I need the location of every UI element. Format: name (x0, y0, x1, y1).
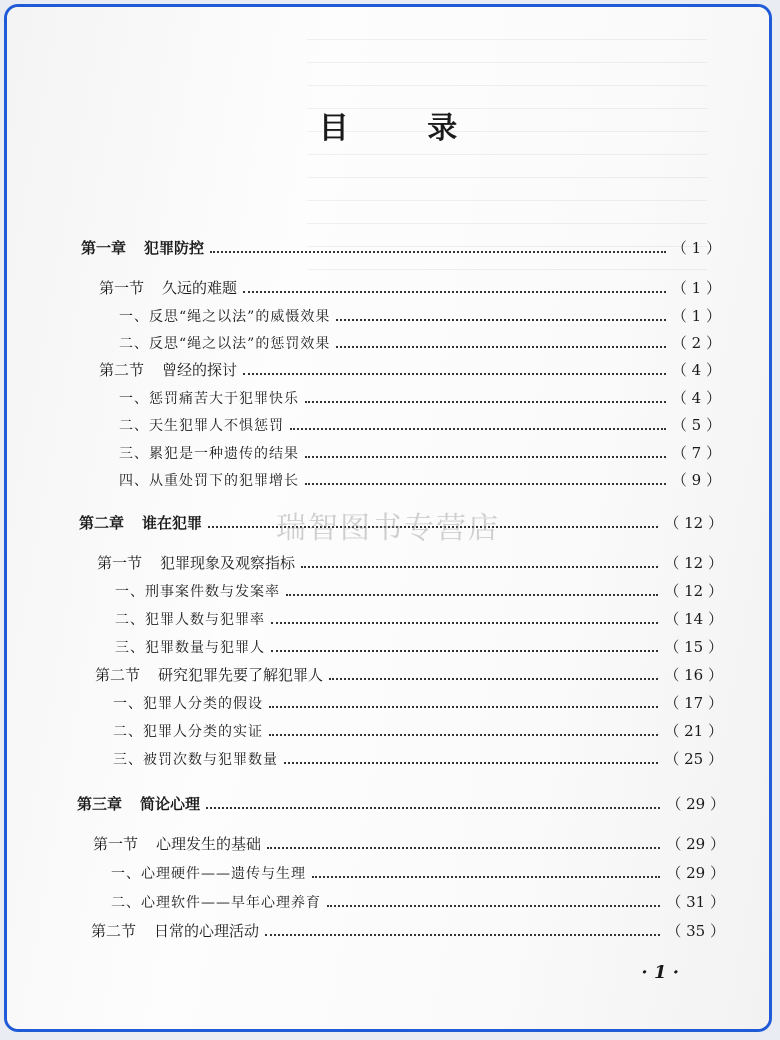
section-number: 第二节 (91, 922, 137, 940)
section-number: 第一节 (99, 279, 145, 297)
leader-dots (336, 319, 666, 321)
toc-section-3-2[interactable] (91, 920, 725, 942)
page-ref: （ 29 ） (666, 795, 725, 813)
photo-frame (4, 4, 772, 1032)
leader-dots (290, 428, 666, 430)
item-label: 四、从重处罚下的犯罪增长 (119, 473, 299, 489)
section-title: 心理发生的基础 (156, 835, 262, 853)
page-ref: （ 7 ） (671, 444, 721, 462)
page-ref: （ 21 ） (664, 722, 723, 740)
toc-item[interactable] (111, 891, 725, 913)
item-label: 一、惩罚痛苦大于犯罪快乐 (119, 391, 299, 407)
page-ref: （ 12 ） (664, 582, 723, 600)
section-number: 第二节 (95, 666, 141, 684)
toc-chapter-1[interactable] (81, 237, 721, 259)
page-ref: （ 15 ） (664, 638, 723, 656)
leader-dots (269, 734, 658, 736)
item-label: 三、被罚次数与犯罪数量 (113, 752, 278, 768)
page-ref: （ 1 ） (671, 239, 721, 257)
leader-dots (327, 905, 660, 907)
toc-item[interactable] (115, 608, 723, 630)
leader-dots (284, 762, 658, 764)
page-ref: （ 9 ） (671, 471, 721, 489)
chapter-title: 简论心理 (140, 795, 201, 813)
leader-dots (305, 456, 666, 458)
toc-item[interactable] (119, 469, 721, 491)
toc-section-1-1[interactable] (99, 277, 721, 299)
toc-item[interactable] (119, 442, 721, 464)
toc-item[interactable] (115, 636, 723, 658)
page-ref: （ 5 ） (671, 416, 721, 434)
chapter-number: 第二章 (79, 514, 125, 532)
section-number: 第一节 (93, 835, 139, 853)
page-ref: （ 1 ） (671, 279, 721, 297)
page-ref: （ 16 ） (664, 666, 723, 684)
toc-chapter-2[interactable] (79, 512, 723, 534)
leader-dots (329, 678, 658, 680)
leader-dots (286, 594, 658, 596)
page-ref: （ 14 ） (664, 610, 723, 628)
page-ref: （ 29 ） (666, 835, 725, 853)
toc-item[interactable] (119, 387, 721, 409)
toc-item[interactable] (115, 580, 723, 602)
page-ref: （ 12 ） (664, 514, 723, 532)
page-number: · 1 · (641, 962, 679, 983)
leader-dots (271, 650, 658, 652)
leader-dots (265, 934, 660, 936)
leader-dots (206, 807, 660, 809)
page-title: 目 录 (318, 111, 492, 146)
leader-dots (243, 373, 666, 375)
leader-dots (267, 847, 660, 849)
book-page (7, 7, 769, 1029)
section-title: 日常的心理活动 (154, 922, 260, 940)
item-label: 二、心理软件——早年心理养育 (111, 895, 321, 911)
leader-dots (312, 876, 660, 878)
leader-dots (305, 483, 666, 485)
page-ref: （ 4 ） (671, 389, 721, 407)
section-title: 久远的难题 (162, 279, 238, 297)
chapter-number: 第一章 (81, 239, 127, 257)
toc-item[interactable] (113, 692, 723, 714)
toc-item[interactable] (119, 414, 721, 436)
toc-item[interactable] (113, 748, 723, 770)
chapter-title: 谁在犯罪 (142, 514, 203, 532)
page-ref: （ 31 ） (666, 893, 725, 911)
section-title: 曾经的探讨 (162, 361, 238, 379)
toc-section-3-1[interactable] (93, 833, 725, 855)
page-ref: （ 35 ） (666, 922, 725, 940)
item-label: 一、反思“绳之以法”的威慑效果 (119, 309, 331, 325)
toc-item[interactable] (119, 305, 721, 327)
item-label: 三、犯罪数量与犯罪人 (115, 640, 265, 656)
section-number: 第二节 (99, 361, 145, 379)
store-watermark: 瑞智图书专营店 (276, 511, 500, 546)
leader-dots (305, 401, 666, 403)
toc-item[interactable] (119, 332, 721, 354)
toc-section-2-2[interactable] (95, 664, 723, 686)
page-ref: （ 29 ） (666, 864, 725, 882)
item-label: 二、犯罪人数与犯罪率 (115, 612, 265, 628)
page-ref: （ 25 ） (664, 750, 723, 768)
section-title: 研究犯罪先要了解犯罪人 (158, 666, 324, 684)
page-ref: （ 12 ） (664, 554, 723, 572)
leader-dots (243, 291, 666, 293)
leader-dots (271, 622, 658, 624)
page-ref: （ 17 ） (664, 694, 723, 712)
leader-dots (208, 526, 658, 528)
page-ref: （ 1 ） (671, 307, 721, 325)
toc-item[interactable] (111, 862, 725, 884)
item-label: 二、犯罪人分类的实证 (113, 724, 263, 740)
item-label: 二、天生犯罪人不惧惩罚 (119, 418, 284, 434)
item-label: 一、刑事案件数与发案率 (115, 584, 280, 600)
leader-dots (301, 566, 658, 568)
item-label: 二、反思“绳之以法”的惩罚效果 (119, 336, 331, 352)
section-title: 犯罪现象及观察指标 (160, 554, 296, 572)
leader-dots (269, 706, 658, 708)
item-label: 一、心理硬件——遗传与生理 (111, 866, 306, 882)
page-ref: （ 4 ） (671, 361, 721, 379)
leader-dots (210, 251, 666, 253)
toc-item[interactable] (113, 720, 723, 742)
item-label: 三、累犯是一种遗传的结果 (119, 446, 299, 462)
item-label: 一、犯罪人分类的假设 (113, 696, 263, 712)
page-ref: （ 2 ） (671, 334, 721, 352)
chapter-number: 第三章 (77, 795, 123, 813)
toc-section-1-2[interactable] (99, 359, 721, 381)
toc-chapter-3[interactable] (77, 793, 725, 815)
section-number: 第一节 (97, 554, 143, 572)
leader-dots (336, 346, 666, 348)
chapter-title: 犯罪防控 (144, 239, 205, 257)
toc-section-2-1[interactable] (97, 552, 723, 574)
